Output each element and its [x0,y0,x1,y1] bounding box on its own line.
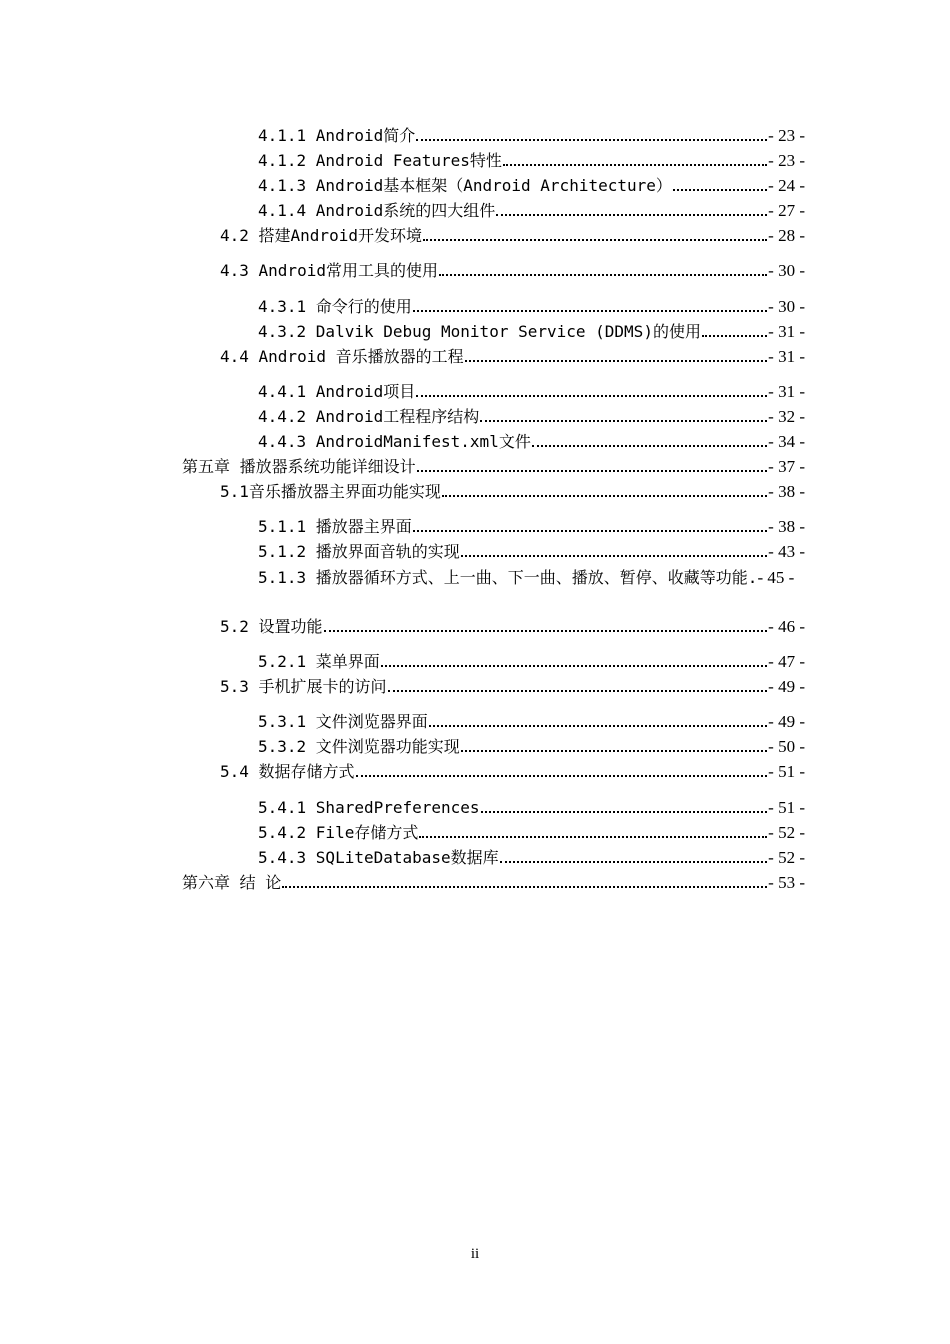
toc-entry-page: - 24 - [768,176,805,195]
dot-leader [413,529,767,532]
page-number: ii [470,1246,480,1262]
toc-entry-5-2[interactable] [220,617,805,637]
toc-entry-page: - 23 - [768,151,805,170]
dot-leader [461,554,767,557]
dot-leader [356,774,768,777]
toc-entry-label: 4.1.3 Android基本框架（Android Architecture） [258,176,672,195]
toc-entry-5-4-1[interactable] [258,798,805,818]
toc-entry-5-1-1[interactable] [258,517,805,537]
toc-entry-4-3-1[interactable] [258,297,805,317]
toc-entry-page: - 31 - [768,382,805,401]
toc-entry-4-3-2[interactable] [258,322,805,342]
toc-entry-page: - 51 - [768,762,805,781]
toc-entry-page: - 51 - [768,798,805,817]
toc-entry-page: - 23 - [768,126,805,145]
dot-leader [282,885,767,888]
dot-leader [439,273,767,276]
toc-entry-4-4-3[interactable] [258,432,805,452]
toc-entry-page: - 46 - [768,617,805,636]
toc-entry-label: 5.1.1 播放器主界面 [258,517,412,536]
toc-entry-label: 4.4.1 Android项目 [258,382,416,401]
toc-entry-page: - 32 - [768,407,805,426]
toc-entry-5-2-1[interactable] [258,652,805,672]
toc-entry-4-1-4[interactable] [258,201,805,221]
toc-entry-label: 4.1.2 Android Features特性 [258,151,502,170]
toc-entry-label: 第五章 播放器系统功能详细设计 [182,457,416,476]
dot-leader [532,444,767,447]
toc-entry-label: 5.3.2 文件浏览器功能实现 [258,737,460,756]
toc-entry-label: 5.1音乐播放器主界面功能实现 [220,482,441,501]
toc-entry-5-4-3[interactable] [258,848,805,868]
toc-entry-page: - 50 - [768,737,805,756]
toc-entry-page: - 30 - [768,297,805,316]
toc-entry-page: - 49 - [768,677,805,696]
dot-leader [416,138,767,141]
toc-entry-label: 4.2 搭建Android开发环境 [220,226,422,245]
dot-leader [481,810,768,813]
dot-leader [413,309,767,312]
toc-entry-4-4[interactable] [220,347,805,367]
toc-entry-5-3-1[interactable] [258,712,805,732]
dot-leader [465,359,768,362]
toc-entry-label: 4.4.3 AndroidManifest.xml文件 [258,432,531,451]
dot-leader [388,689,768,692]
dot-leader [503,163,767,166]
dot-leader [419,835,767,838]
toc-entry-5-3-2[interactable] [258,737,805,757]
toc-entry-page: - 38 - [768,482,805,501]
toc-entry-label: 5.1.3 播放器循环方式、上一曲、下一曲、播放、暂停、收藏等功能. [258,568,758,587]
toc-entry-page: - 53 - [768,873,805,892]
toc-entry-page: - 31 - [768,322,805,341]
dot-leader [461,749,767,752]
toc-entry-5-1-2[interactable] [258,542,805,562]
toc-entry-page: - 27 - [768,201,805,220]
toc-entry-label: 第六章 结 论 [182,873,282,892]
toc-entry-label: 5.2 设置功能 [220,617,323,636]
toc-entry-page: - 43 - [768,542,805,561]
toc-entry-page: - 47 - [768,652,805,671]
toc-entry-label: 5.3.1 文件浏览器界面 [258,712,428,731]
toc-entry-4-1-3[interactable] [258,176,805,196]
toc-entry-label: 4.1.4 Android系统的四大组件 [258,201,496,220]
toc-entry-4-4-2[interactable] [258,407,805,427]
toc-entry-label: 5.4.3 SQLiteDatabase数据库 [258,848,499,867]
toc-entry-5-1-3[interactable] [258,565,805,590]
toc-entry-5-4[interactable] [220,762,805,782]
dot-leader [702,334,767,337]
toc-entry-5-1[interactable] [220,482,805,502]
toc-entry-page: - 52 - [768,823,805,842]
toc-entry-4-3[interactable] [220,261,805,281]
toc-entry-label: 5.3 手机扩展卡的访问 [220,677,387,696]
toc-entry-5-4-2[interactable] [258,823,805,843]
toc-entry-label: 4.4 Android 音乐播放器的工程 [220,347,464,366]
toc-entry-4-1-2[interactable] [258,151,805,171]
toc-entry-page: - 34 - [768,432,805,451]
toc-entry-page: - 31 - [768,347,805,366]
dot-leader [429,724,767,727]
dot-leader [324,629,768,632]
toc-entry-label: 5.4.2 File存储方式 [258,823,419,842]
toc-entry-label: 5.4 数据存储方式 [220,762,355,781]
toc-entry-page: - 37 - [768,457,805,476]
dot-leader [416,394,767,397]
toc-entry-chapter-6[interactable] [182,873,805,893]
dot-leader [500,860,768,863]
toc-entry-4-1-1[interactable] [258,126,805,146]
toc-entry-page: - 30 - [768,261,805,280]
dot-leader [423,238,767,241]
toc-entry-label: 4.3 Android常用工具的使用 [220,261,438,280]
toc-entry-4-4-1[interactable] [258,382,805,402]
dot-leader [442,494,767,497]
toc-entry-5-3[interactable] [220,677,805,697]
dot-leader [480,419,767,422]
toc-entry-4-2[interactable] [220,226,805,246]
toc-entry-page: - 28 - [768,226,805,245]
toc-entry-label: 4.1.1 Android简介 [258,126,416,145]
toc-entry-label: 4.3.2 Dalvik Debug Monitor Service (DDMS)的使用 [258,322,701,341]
toc-entry-page: - 52 - [768,848,805,867]
toc-entry-label: 4.4.2 Android工程程序结构 [258,407,480,426]
toc-entry-label: 4.3.1 命令行的使用 [258,297,412,316]
dot-leader [417,469,768,472]
toc-entry-page: - 49 - [768,712,805,731]
toc-entry-label: 5.1.2 播放界面音轨的实现 [258,542,460,561]
dot-leader [496,213,767,216]
toc-entry-page: - 38 - [768,517,805,536]
toc-entry-chapter-5[interactable] [182,457,805,477]
toc-entry-label: 5.2.1 菜单界面 [258,652,380,671]
toc-entry-label: 5.4.1 SharedPreferences [258,798,480,817]
dot-leader [673,188,767,191]
toc-entry-page: - 45 - [757,568,795,587]
dot-leader [381,664,767,667]
